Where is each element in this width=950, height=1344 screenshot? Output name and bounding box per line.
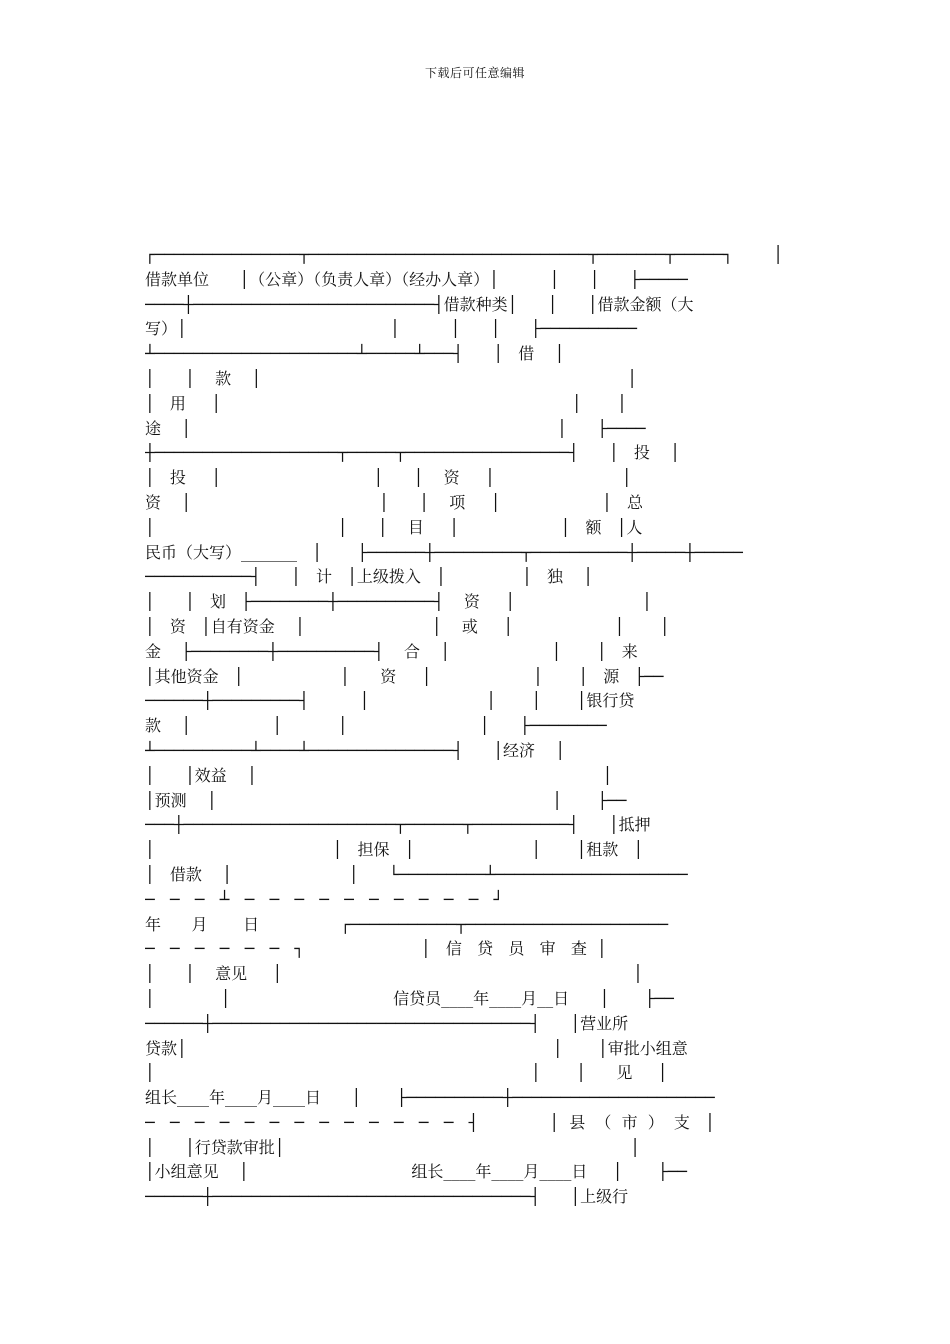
form-line: │ 资 │自有资金 │ │ 或 │ │ │ xyxy=(145,616,670,636)
form-line: │ 借款 │ │ └─────────┴──────────────────── xyxy=(145,864,688,884)
form-line: │ │ 意见 │ │ xyxy=(145,964,643,984)
loan-form-body xyxy=(145,243,807,1210)
form-line: 金 ├────────┼──────────┤ 合 │ │ │ 来 xyxy=(145,641,638,661)
form-line: │ │ │ 目 │ │ 额 │人 xyxy=(145,517,643,537)
form-line: ────┼─────────────────────────┤借款种类│ │ │借款金额（大 xyxy=(145,294,694,314)
form-line: 贷款│ │ │审批小组意 xyxy=(145,1038,688,1058)
form-line: 民币（大写）_______ │ ├──────┼─────────┬──────────┼─────┼───── xyxy=(145,542,743,562)
form-line: 款 │ │ │ │ ├──────── xyxy=(145,716,607,736)
form-line: │ │ 信贷员____年____月__日 │ ├── xyxy=(145,988,674,1008)
form-line: ─ ─ ─ ─ ─ ─ ┐ │ 信 贷 员 审 查 │ xyxy=(145,939,607,959)
form-line: │ │ 担保 │ │ │租款 │ xyxy=(145,840,644,860)
form-line: 组长____年____月____日 │ ├──────────┼───────────────────── xyxy=(145,1088,715,1108)
form-line: 写）│ │ │ │ ├────────── xyxy=(145,319,637,339)
form-line: ─ ─ ─ ┴ ─ ─ ─ ─ ─ ─ ─ ─ ─ ─ ┘ xyxy=(145,889,504,909)
page-header: 下载后可任意编辑 xyxy=(424,66,525,80)
form-line: │小组意见 │ 组长____年____月____日 │ ├── xyxy=(145,1162,687,1182)
form-line: ──────┼─────────────────────────────────┤ │上级行 xyxy=(145,1187,629,1207)
form-line: │ │ 款 │ │ xyxy=(145,368,637,388)
form-line: │ 投 │ │ │ 资 │ │ xyxy=(145,468,632,488)
form-line: │ │行贷款审批│ │ xyxy=(145,1137,640,1157)
form-line: ──────┼─────────┤ │ │ │ │银行贷 xyxy=(145,691,635,711)
form-line: ┼───────────────────┬─────┬─────────────────┤ │ 投 │ xyxy=(145,443,680,463)
form-line: ───────────┤ │ 计 │上级拨入 │ │ 独 │ xyxy=(145,567,593,587)
form-line: 借款单位 │（公章）（负责人章）（经办人章）│ │ │ ├───── xyxy=(145,269,688,289)
form-line: │ 用 │ │ │ xyxy=(145,393,627,413)
form-line: ──────┼─────────────────────────────────┤ │营业所 xyxy=(145,1013,629,1033)
form-line: ─ ─ ─ ─ ─ ─ ─ ─ ─ ─ ─ ─ ─ ┤ │ 县 （ 市 ） 支 │ xyxy=(145,1112,715,1132)
form-line: ┴─────────────────────┴─────┴───┤ │ 借 │ xyxy=(145,344,565,364)
form-line: │ │效益 │ │ xyxy=(145,765,613,785)
form-line: ┌───────────────┬─────────────────────────────┬───────┬─────┐ │ xyxy=(145,245,783,264)
form-line: ───┼──────────────────────┬──────┬──────────┤ │抵押 xyxy=(145,815,651,835)
form-line: │其他资金 │ │ 资 │ │ │ 源 ├── xyxy=(145,666,664,686)
form-line: │ │ 划 ├────────┼──────────┤ 资 │ │ xyxy=(145,592,652,612)
form-line: 年 月 日 ┌───────────┬───────────────────── xyxy=(145,914,669,934)
form-line: │预测 │ │ ├── xyxy=(145,790,627,810)
form-line: ┴──────────┴────┴───────────────┤ │经济 │ xyxy=(145,740,566,760)
form-line: │ │ │ 见 │ xyxy=(145,1063,668,1083)
form-line: 途 │ │ ├──── xyxy=(145,418,646,438)
form-line: 资 │ │ │ 项 │ │ 总 xyxy=(145,492,643,512)
